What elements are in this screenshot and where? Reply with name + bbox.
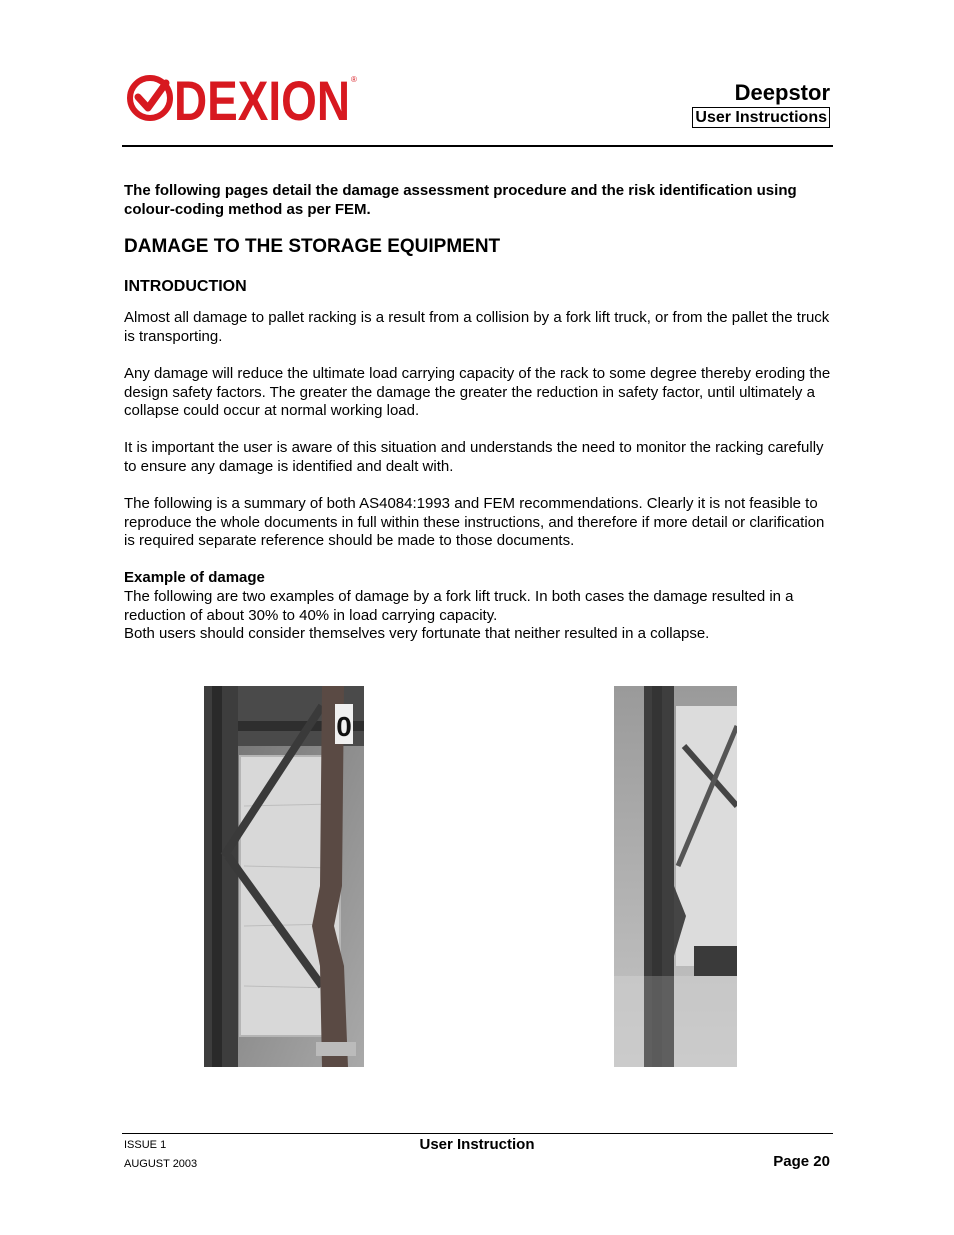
footer-divider	[122, 1133, 833, 1134]
section-heading: DAMAGE TO THE STORAGE EQUIPMENT	[124, 236, 501, 257]
example-text: The following are two examples of damage by a fork lift truck. In both cases the damage resulted in a reduction of about 30% to 40% in load carrying capacity.	[124, 588, 794, 624]
example-text-2: Both users should consider themselves very fortunate that neither resulted in a collapse.	[124, 625, 710, 642]
document-title: Deepstor	[734, 80, 830, 105]
damage-photo-1	[204, 686, 364, 1067]
footer-issue: ISSUE 1	[124, 1139, 167, 1151]
paragraph-1: Almost all damage to pallet racking is a result from a collision by a fork lift truck, or from the pallet the truck is transporting.	[124, 309, 830, 345]
intro-statement: The following pages detail the damage assessment procedure and the risk identification using colour-coding method as per FEM.	[124, 182, 797, 218]
document-subtitle: User Instructions	[692, 107, 830, 128]
dexion-logo	[126, 70, 360, 126]
footer-date: AUGUST 2003	[124, 1158, 198, 1170]
paragraph-2: Any damage will reduce the ultimate load carrying capacity of the rack to some degree thereby eroding the design safety factors. The greater the damage the greater the reduction in safety factor, until ultimately a collapse could occur at normal working load.	[124, 365, 831, 420]
paragraph-4: The following is a summary of both AS4084:1993 and FEM recommendations. Clearly it is not feasible to reproduce the whole documents in full within these instructions, and therefore if more detail or clarification is required separate reference should be made to those documents.	[124, 495, 825, 550]
page-number: Page 20	[773, 1153, 830, 1170]
sub-heading: INTRODUCTION	[124, 278, 247, 295]
registered-mark: ®	[351, 75, 357, 84]
rack-number-label: 0	[336, 711, 352, 742]
header-divider	[122, 145, 833, 147]
footer-title: User Instruction	[419, 1136, 535, 1153]
damage-photo-2	[614, 686, 737, 1067]
paragraph-3: It is important the user is aware of this situation and understands the need to monitor the racking carefully to ensure any damage is identified and dealt with.	[124, 439, 824, 475]
example-heading: Example of damage	[124, 569, 265, 586]
checkmark-icon	[138, 83, 166, 108]
brand-wordmark: DEXION	[174, 70, 350, 126]
